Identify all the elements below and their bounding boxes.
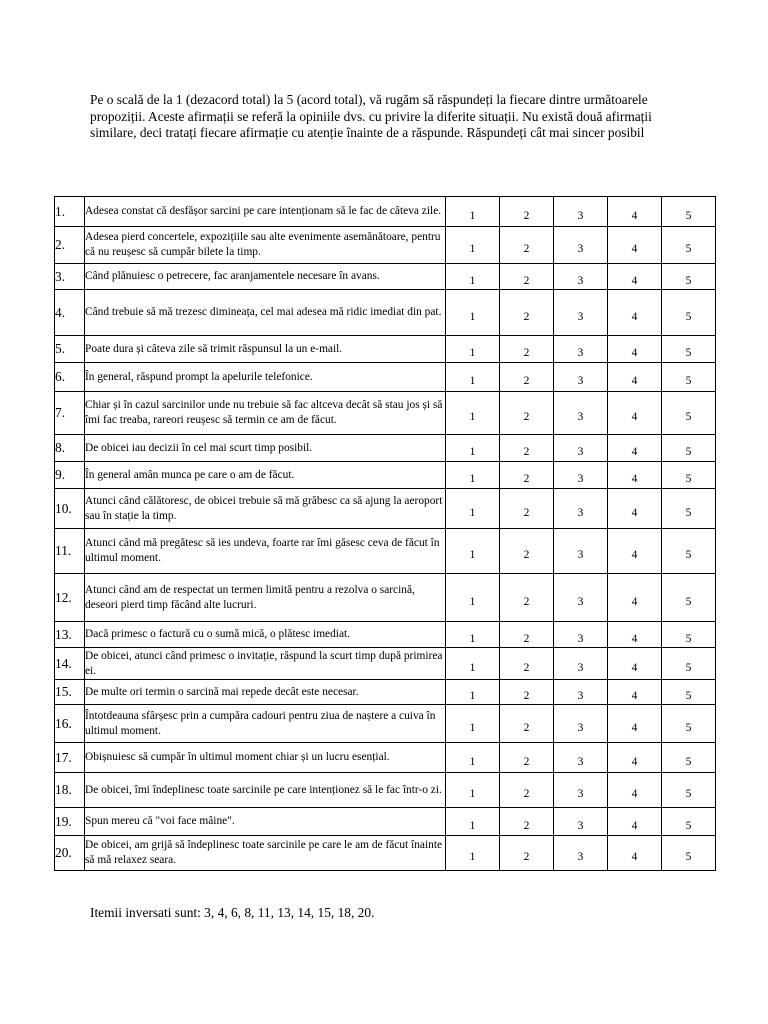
item-statement: Chiar și în cazul sarcinilor unde nu trebuie să fac altceva decât să stau jos și să îmi fac treaba, rareori reușesc să termin ce am de făcut. (85, 392, 446, 435)
rating-option-label: 3 (577, 347, 584, 359)
rating-option-label: 3 (577, 632, 584, 645)
item-statement: Când plănuiesc o petrecere, fac aranjamentele necesare în avans. (85, 264, 446, 290)
rating-option-3[interactable] (554, 227, 608, 264)
rating-option-1[interactable] (446, 197, 500, 227)
rating-option-label: 2 (523, 851, 530, 863)
rating-option-2[interactable] (500, 529, 554, 574)
rating-option-label: 4 (631, 347, 638, 359)
rating-option-3[interactable] (554, 773, 608, 808)
rating-option-2[interactable] (500, 574, 554, 622)
rating-option-label: 4 (631, 375, 638, 387)
rating-option-label: 1 (469, 851, 476, 863)
item-statement: Întotdeauna sfârșesc prin a cumpăra cadouri pentru ziua de naștere a cuiva în ultimul moment. (85, 705, 446, 743)
rating-option-label: 2 (523, 411, 530, 423)
item-statement: Obișnuiesc să cumpăr în ultimul moment chiar și un lucru esențial. (85, 743, 446, 773)
rating-option-5[interactable] (662, 489, 716, 529)
rating-option-5[interactable] (662, 622, 716, 648)
rating-option-label: 5 (685, 721, 692, 734)
rating-option-2[interactable] (500, 648, 554, 680)
rating-option-2[interactable] (500, 622, 554, 648)
item-number: 4. (55, 290, 85, 336)
rating-option-1[interactable] (446, 363, 500, 392)
item-statement: Adesea pierd concertele, expozițiile sau alte evenimente asemănătoare, pentru că nu reușesc să cumpăr bilete la timp. (85, 227, 446, 264)
rating-option-5[interactable] (662, 462, 716, 489)
rating-option-4[interactable] (608, 336, 662, 363)
rating-option-2[interactable] (500, 462, 554, 489)
rating-option-label: 5 (685, 690, 692, 702)
rating-option-4[interactable] (608, 574, 662, 622)
rating-option-label: 5 (685, 819, 692, 832)
rating-option-4[interactable] (608, 392, 662, 435)
rating-option-label: 2 (523, 347, 530, 359)
rating-option-label: 2 (523, 209, 530, 222)
rating-option-label: 5 (685, 310, 692, 323)
rating-option-label: 2 (523, 243, 530, 255)
item-statement: Când trebuie să mă trezesc dimineața, cel mai adesea mă ridic imediat din pat. (85, 290, 446, 336)
item-statement: Dacă primesc o factură cu o sumă mică, o plătesc imediat. (85, 622, 446, 648)
rating-option-label: 3 (577, 721, 584, 734)
rating-option-label: 4 (631, 549, 638, 561)
rating-option-4[interactable] (608, 705, 662, 743)
item-number: 13. (55, 622, 85, 648)
rating-option-label: 2 (523, 446, 530, 458)
item-number: 7. (55, 392, 85, 435)
rating-option-label: 3 (577, 661, 584, 674)
rating-option-1[interactable] (446, 336, 500, 363)
rating-option-2[interactable] (500, 705, 554, 743)
rating-option-4[interactable] (608, 264, 662, 290)
item-number: 17. (55, 743, 85, 773)
rating-option-1[interactable] (446, 743, 500, 773)
rating-option-1[interactable] (446, 264, 500, 290)
rating-option-4[interactable] (608, 290, 662, 336)
rating-option-label: 5 (685, 375, 692, 387)
table-row (55, 622, 716, 648)
rating-option-2[interactable] (500, 808, 554, 836)
rating-option-1[interactable] (446, 290, 500, 336)
rating-option-3[interactable] (554, 197, 608, 227)
rating-option-label: 2 (523, 274, 530, 287)
item-statement: De obicei iau decizii în cel mai scurt timp posibil. (85, 435, 446, 462)
rating-option-5[interactable] (662, 773, 716, 808)
rating-option-4[interactable] (608, 622, 662, 648)
rating-option-3[interactable] (554, 574, 608, 622)
item-number: 15. (55, 680, 85, 705)
item-statement: În general amân munca pe care o am de făcut. (85, 462, 446, 489)
rating-option-label: 1 (469, 506, 476, 519)
rating-option-3[interactable] (554, 808, 608, 836)
rating-option-label: 3 (577, 819, 584, 832)
rating-option-label: 1 (469, 632, 476, 645)
table-row (55, 808, 716, 836)
rating-option-1[interactable] (446, 489, 500, 529)
rating-option-label: 4 (631, 411, 638, 423)
rating-option-label: 3 (577, 549, 584, 561)
rating-option-3[interactable] (554, 836, 608, 871)
rating-option-1[interactable] (446, 392, 500, 435)
rating-option-label: 1 (469, 788, 476, 800)
item-number: 9. (55, 462, 85, 489)
rating-option-1[interactable] (446, 227, 500, 264)
rating-option-2[interactable] (500, 743, 554, 773)
rating-option-4[interactable] (608, 529, 662, 574)
rating-option-5[interactable] (662, 808, 716, 836)
rating-option-label: 4 (631, 473, 638, 485)
rating-option-3[interactable] (554, 622, 608, 648)
table-row (55, 363, 716, 392)
rating-option-label: 4 (631, 595, 638, 608)
rating-option-label: 2 (523, 549, 530, 561)
item-number: 11. (55, 529, 85, 574)
rating-option-5[interactable] (662, 264, 716, 290)
rating-option-4[interactable] (608, 489, 662, 529)
table-row (55, 489, 716, 529)
rating-option-3[interactable] (554, 264, 608, 290)
rating-option-label: 1 (469, 755, 476, 768)
rating-option-3[interactable] (554, 290, 608, 336)
rating-option-5[interactable] (662, 435, 716, 462)
rating-option-3[interactable] (554, 363, 608, 392)
item-statement: Atunci când am de respectat un termen limită pentru a rezolva o sarcină, deseori pierd timp făcând alte lucruri. (85, 574, 446, 622)
rating-option-label: 5 (685, 209, 692, 222)
rating-option-3[interactable] (554, 336, 608, 363)
item-number: 18. (55, 773, 85, 808)
rating-option-label: 4 (631, 851, 638, 863)
rating-option-label: 2 (523, 788, 530, 800)
rating-option-2[interactable] (500, 290, 554, 336)
rating-option-1[interactable] (446, 622, 500, 648)
rating-option-2[interactable] (500, 680, 554, 705)
item-number: 8. (55, 435, 85, 462)
rating-option-label: 5 (685, 661, 692, 674)
rating-option-3[interactable] (554, 435, 608, 462)
rating-option-label: 1 (469, 411, 476, 423)
rating-option-label: 2 (523, 595, 530, 608)
rating-option-4[interactable] (608, 435, 662, 462)
rating-option-label: 3 (577, 851, 584, 863)
table-row (55, 705, 716, 743)
rating-option-label: 3 (577, 506, 584, 519)
rating-option-2[interactable] (500, 435, 554, 462)
rating-option-1[interactable] (446, 574, 500, 622)
table-row (55, 836, 716, 871)
rating-option-4[interactable] (608, 808, 662, 836)
rating-option-label: 5 (685, 755, 692, 768)
rating-option-label: 1 (469, 549, 476, 561)
rating-option-5[interactable] (662, 648, 716, 680)
rating-option-2[interactable] (500, 264, 554, 290)
rating-option-2[interactable] (500, 336, 554, 363)
item-number: 14. (55, 648, 85, 680)
rating-option-4[interactable] (608, 743, 662, 773)
rating-option-5[interactable] (662, 743, 716, 773)
table-row (55, 743, 716, 773)
table-row (55, 574, 716, 622)
rating-option-4[interactable] (608, 836, 662, 871)
rating-option-label: 4 (631, 661, 638, 674)
item-statement: În general, răspund prompt la apelurile telefonice. (85, 363, 446, 392)
rating-option-label: 3 (577, 755, 584, 768)
rating-option-label: 5 (685, 446, 692, 458)
item-statement: Poate dura și câteva zile să trimit răspunsul la un e-mail. (85, 336, 446, 363)
rating-option-3[interactable] (554, 529, 608, 574)
rating-option-label: 5 (685, 632, 692, 645)
rating-option-3[interactable] (554, 743, 608, 773)
item-statement: De obicei, atunci când primesc o invitație, răspund la scurt timp după primirea ei. (85, 648, 446, 680)
rating-option-label: 5 (685, 274, 692, 287)
rating-option-1[interactable] (446, 808, 500, 836)
table-row (55, 680, 716, 705)
item-statement: Spun mereu că "voi face mâine". (85, 808, 446, 836)
rating-option-label: 3 (577, 209, 584, 222)
rating-option-4[interactable] (608, 197, 662, 227)
rating-option-2[interactable] (500, 392, 554, 435)
rating-option-label: 3 (577, 310, 584, 323)
rating-option-label: 1 (469, 310, 476, 323)
rating-option-label: 1 (469, 209, 476, 222)
rating-option-3[interactable] (554, 705, 608, 743)
rating-option-5[interactable] (662, 836, 716, 871)
item-statement: De obicei, am grijă să îndeplinesc toate sarcinile pe care le am de făcut înainte să mă relaxez seara. (85, 836, 446, 871)
rating-option-label: 3 (577, 274, 584, 287)
rating-option-label: 1 (469, 690, 476, 702)
rating-option-label: 1 (469, 274, 476, 287)
rating-option-1[interactable] (446, 462, 500, 489)
table-row (55, 435, 716, 462)
rating-option-5[interactable] (662, 197, 716, 227)
rating-option-label: 3 (577, 375, 584, 387)
rating-option-label: 5 (685, 347, 692, 359)
table-row (55, 197, 716, 227)
table-row (55, 648, 716, 680)
rating-option-3[interactable] (554, 648, 608, 680)
rating-option-label: 2 (523, 690, 530, 702)
rating-option-4[interactable] (608, 227, 662, 264)
rating-option-5[interactable] (662, 392, 716, 435)
rating-option-label: 5 (685, 788, 692, 800)
rating-option-label: 2 (523, 819, 530, 832)
rating-option-5[interactable] (662, 529, 716, 574)
rating-option-4[interactable] (608, 680, 662, 705)
rating-option-2[interactable] (500, 197, 554, 227)
rating-option-3[interactable] (554, 489, 608, 529)
rating-option-label: 4 (631, 243, 638, 255)
rating-option-label: 3 (577, 411, 584, 423)
item-number: 6. (55, 363, 85, 392)
rating-option-label: 3 (577, 243, 584, 255)
rating-option-label: 5 (685, 243, 692, 255)
rating-option-5[interactable] (662, 574, 716, 622)
rating-option-label: 2 (523, 721, 530, 734)
rating-option-label: 5 (685, 473, 692, 485)
rating-option-5[interactable] (662, 290, 716, 336)
rating-option-2[interactable] (500, 773, 554, 808)
rating-option-label: 4 (631, 819, 638, 832)
rating-option-1[interactable] (446, 705, 500, 743)
rating-option-label: 3 (577, 788, 584, 800)
rating-option-2[interactable] (500, 489, 554, 529)
item-statement: De multe ori termin o sarcină mai repede decât este necesar. (85, 680, 446, 705)
reversed-items-note: Itemii inversati sunt: 3, 4, 6, 8, 11, 13, 14, 15, 18, 20. (90, 905, 375, 920)
rating-option-1[interactable] (446, 836, 500, 871)
item-statement: Atunci când mă pregătesc să ies undeva, foarte rar îmi găsesc ceva de făcut în ultimul moment. (85, 529, 446, 574)
rating-option-3[interactable] (554, 462, 608, 489)
item-number: 20. (55, 836, 85, 871)
rating-option-2[interactable] (500, 363, 554, 392)
table-row (55, 773, 716, 808)
item-number: 3. (55, 264, 85, 290)
rating-option-3[interactable] (554, 680, 608, 705)
rating-option-label: 2 (523, 506, 530, 519)
rating-option-label: 5 (685, 549, 692, 561)
rating-option-4[interactable] (608, 773, 662, 808)
rating-option-2[interactable] (500, 227, 554, 264)
rating-option-4[interactable] (608, 648, 662, 680)
rating-option-label: 1 (469, 819, 476, 832)
rating-option-label: 1 (469, 446, 476, 458)
rating-option-label: 1 (469, 243, 476, 255)
table-row (55, 529, 716, 574)
item-number: 10. (55, 489, 85, 529)
rating-option-label: 3 (577, 473, 584, 485)
rating-option-label: 4 (631, 690, 638, 702)
rating-option-5[interactable] (662, 363, 716, 392)
rating-option-4[interactable] (608, 462, 662, 489)
rating-option-label: 4 (631, 755, 638, 768)
rating-option-label: 4 (631, 632, 638, 645)
rating-option-label: 4 (631, 721, 638, 734)
rating-option-label: 1 (469, 375, 476, 387)
rating-option-label: 4 (631, 506, 638, 519)
rating-option-label: 5 (685, 595, 692, 608)
rating-option-label: 3 (577, 690, 584, 702)
item-number: 12. (55, 574, 85, 622)
table-row (55, 462, 716, 489)
rating-option-1[interactable] (446, 529, 500, 574)
rating-option-1[interactable] (446, 680, 500, 705)
item-statement: Atunci când călătoresc, de obicei trebuie să mă grăbesc ca să ajung la aeroport sau în stație la timp. (85, 489, 446, 529)
table-row (55, 392, 716, 435)
instructions-paragraph: Pe o scală de la 1 (dezacord total) la 5 (acord total), vă rugăm să răspundeți la fiecare dintre următoarele propoziții. Aceste afirmații se referă la opiniile dvs. cu privire la diferite situații. Nu există două afirmații similare, deci tratați fiecare afirmație cu atenție înainte de a răspunde. Răspundeți cât mai sincer posibil (90, 92, 652, 140)
rating-option-label: 1 (469, 473, 476, 485)
item-statement: De obicei, îmi îndeplinesc toate sarcinile pe care intenționez să le fac într-o zi. (85, 773, 446, 808)
item-number: 19. (55, 808, 85, 836)
rating-option-label: 5 (685, 851, 692, 863)
rating-option-label: 3 (577, 595, 584, 608)
rating-option-1[interactable] (446, 648, 500, 680)
rating-option-label: 1 (469, 347, 476, 359)
item-statement: Adesea constat că desfășor sarcini pe care intenționam să le fac de câteva zile. (85, 197, 446, 227)
rating-option-4[interactable] (608, 363, 662, 392)
rating-option-2[interactable] (500, 836, 554, 871)
rating-option-1[interactable] (446, 435, 500, 462)
rating-option-3[interactable] (554, 392, 608, 435)
item-number: 2. (55, 227, 85, 264)
table-row (55, 227, 716, 264)
rating-option-label: 2 (523, 755, 530, 768)
item-number: 1. (55, 197, 85, 227)
rating-option-label: 2 (523, 632, 530, 645)
rating-option-label: 5 (685, 411, 692, 423)
rating-option-label: 1 (469, 595, 476, 608)
likert-scale-table (54, 196, 716, 871)
rating-option-label: 3 (577, 446, 584, 458)
rating-option-label: 4 (631, 788, 638, 800)
table-row (55, 264, 716, 290)
rating-option-label: 2 (523, 661, 530, 674)
table-row (55, 336, 716, 363)
rating-option-5[interactable] (662, 227, 716, 264)
item-number: 16. (55, 705, 85, 743)
table-row (55, 290, 716, 336)
rating-option-label: 2 (523, 310, 530, 323)
rating-option-label: 4 (631, 274, 638, 287)
rating-option-5[interactable] (662, 336, 716, 363)
rating-option-label: 1 (469, 721, 476, 734)
rating-option-1[interactable] (446, 773, 500, 808)
rating-option-label: 4 (631, 446, 638, 458)
rating-option-label: 2 (523, 473, 530, 485)
item-number: 5. (55, 336, 85, 363)
rating-option-label: 2 (523, 375, 530, 387)
rating-option-label: 4 (631, 209, 638, 222)
rating-option-5[interactable] (662, 680, 716, 705)
rating-option-5[interactable] (662, 705, 716, 743)
rating-option-label: 4 (631, 310, 638, 323)
rating-option-label: 5 (685, 506, 692, 519)
rating-option-label: 1 (469, 661, 476, 674)
